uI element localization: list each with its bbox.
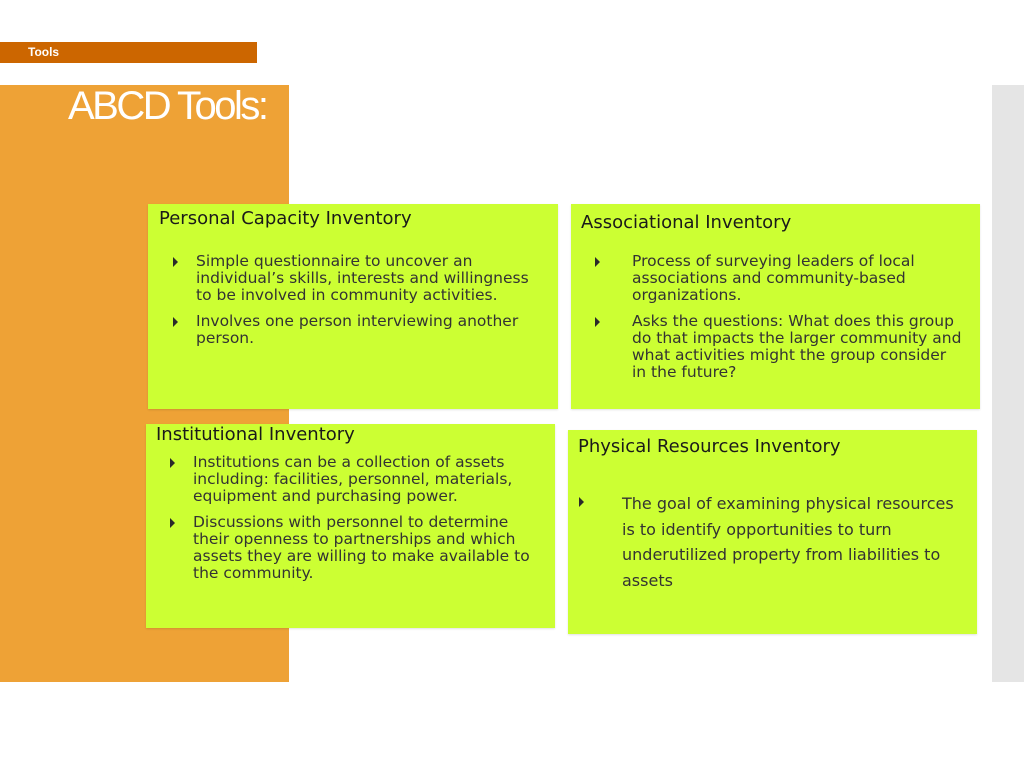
bullet-text: Institutions can be a collection of assets including: facilities, personnel, materials, equipment and purchasing power. [193,453,513,505]
list-item [196,313,548,347]
list-item [632,313,962,381]
triangle-bullet-icon [595,317,600,327]
physical-resources-box [568,430,977,634]
triangle-bullet-icon [579,497,584,507]
bullet-list [193,454,545,591]
list-item [193,514,545,582]
box-title: Associational Inventory [581,212,792,233]
personal-capacity-box [148,204,558,409]
associational-box [571,204,980,409]
bullet-text: Simple questionnaire to uncover an individual’s skills, interests and willingness to be involved in community activities. [196,252,529,304]
bullet-text: The goal of examining physical resources is to identify opportunities to turn underutilized property from liabilities to assets [622,494,954,590]
list-item [632,253,962,304]
bullet-text: Involves one person interviewing another person. [196,312,519,347]
bullet-text: Process of surveying leaders of local associations and community-based organizations. [632,252,915,304]
box-title: Institutional Inventory [156,424,355,445]
section-tag: Tools [28,45,60,59]
triangle-bullet-icon [595,257,600,267]
list-item [193,454,545,505]
box-title: Physical Resources Inventory [578,436,841,457]
bullet-text: Discussions with personnel to determine their openness to partnerships and which assets they are willing to make available to the community. [193,513,530,582]
triangle-bullet-icon [170,518,175,528]
triangle-bullet-icon [173,257,178,267]
box-title: Personal Capacity Inventory [159,208,412,229]
triangle-bullet-icon [173,317,178,327]
list-item [196,253,548,304]
section-tag-bar [0,42,257,63]
page-title: ABCD Tools: [68,84,267,128]
triangle-bullet-icon [170,458,175,468]
right-gray-strip [992,85,1024,682]
bullet-list [632,253,962,390]
bullet-text: Asks the questions: What does this group do that impacts the larger community and what activities might the group consider in the future? [632,312,962,381]
bullet-list [196,253,548,356]
institutional-box [146,424,555,628]
